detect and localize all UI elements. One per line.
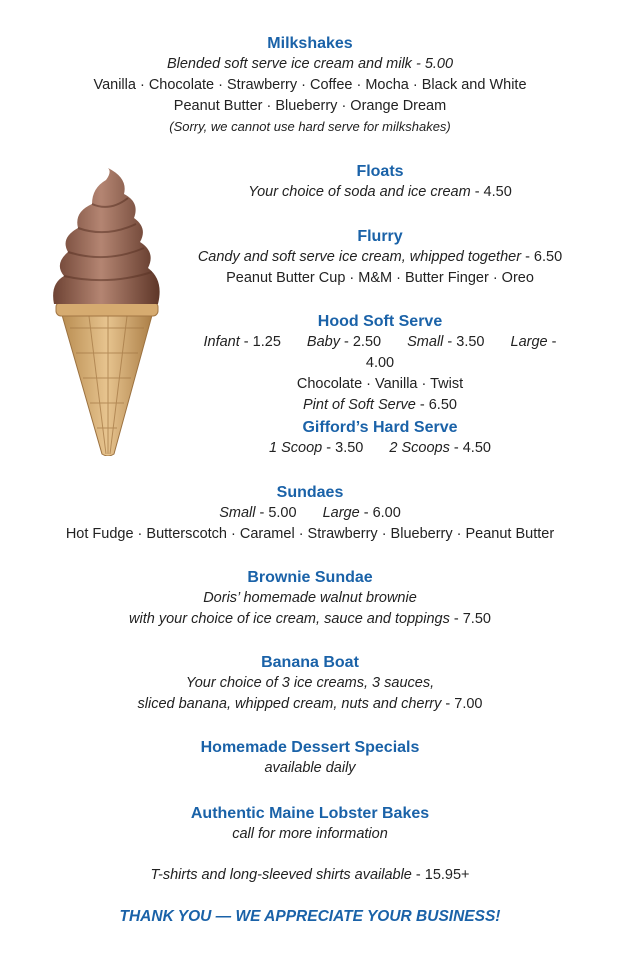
sundaes-price-small: - 5.00	[255, 505, 297, 521]
hood-price-infant: - 1.25	[239, 334, 281, 350]
lobster-desc: call for more information	[232, 826, 388, 842]
milkshakes-flavors-1: Vanilla · Chocolate · Strawberry · Coffee · Mocha · Black and White	[93, 77, 527, 93]
brownie-line-2: with your choice of ice cream, sauce and toppings	[129, 611, 450, 627]
lobster-title: Authentic Maine Lobster Bakes	[190, 805, 430, 822]
milkshakes-note: (Sorry, we cannot use hard serve for milkshakes)	[169, 119, 451, 134]
flurry-section	[190, 226, 570, 289]
hood-price-small: - 3.50	[443, 334, 485, 350]
thank-you-banner	[0, 908, 620, 926]
shirts-section	[0, 865, 620, 886]
milkshakes-flavors-2: Peanut Butter · Blueberry · Orange Dream	[173, 98, 447, 114]
hood-price-large: - 4.00	[365, 334, 557, 371]
giffords-size-2: 2 Scoops	[389, 440, 450, 456]
soft-serve-cone-icon	[48, 168, 166, 456]
dessert-specials-section	[0, 737, 620, 779]
hood-price-baby: - 2.50	[339, 334, 382, 350]
sundaes-size-large: Large	[322, 505, 360, 521]
thank-you-text: THANK YOU — WE APPRECIATE YOUR BUSINESS!	[119, 908, 501, 925]
banana-price: - 7.00	[441, 696, 483, 712]
specials-title: Homemade Dessert Specials	[200, 739, 420, 756]
giffords-price-1: - 3.50	[322, 440, 364, 456]
flurry-desc: Candy and soft serve ice cream, whipped together	[197, 249, 522, 265]
giffords-title: Gifford’s Hard Serve	[302, 419, 458, 436]
banana-line-2: sliced banana, whipped cream, nuts and cherry	[137, 696, 442, 712]
brownie-sundae-section	[0, 567, 620, 630]
milkshakes-title: Milkshakes	[267, 35, 353, 52]
flurry-options: Peanut Butter Cup · M&M · Butter Finger · Oreo	[226, 270, 534, 286]
milkshakes-desc: Blended soft serve ice cream and milk - 5.00	[166, 56, 454, 72]
lobster-bakes-section	[0, 803, 620, 845]
shirts-price: - 15.95+	[411, 867, 470, 883]
giffords-section	[190, 417, 570, 459]
hood-pint: Pint of Soft Serve	[303, 397, 416, 413]
sundaes-toppings: Hot Fudge · Butterscotch · Caramel · Strawberry · Blueberry · Peanut Butter	[65, 526, 555, 542]
floats-title: Floats	[356, 163, 404, 180]
banana-title: Banana Boat	[261, 654, 359, 671]
sundaes-section	[0, 482, 620, 545]
hood-flavors: Chocolate · Vanilla · Twist	[296, 376, 464, 392]
giffords-price-2: - 4.50	[449, 440, 491, 456]
banana-line-1: Your choice of 3 ice creams, 3 sauces,	[185, 675, 435, 691]
banana-boat-section	[0, 652, 620, 715]
brownie-title: Brownie Sundae	[247, 569, 373, 586]
hood-pint-price: - 6.50	[415, 397, 457, 413]
specials-desc: available daily	[264, 760, 356, 776]
giffords-sizes	[190, 438, 570, 459]
hood-sizes	[190, 332, 570, 374]
shirts-desc: T-shirts and long-sleeved shirts available	[150, 867, 412, 883]
sundaes-price-large: - 6.00	[359, 505, 401, 521]
floats-desc: Your choice of soda and ice cream	[248, 184, 471, 200]
sundaes-title: Sundaes	[276, 484, 344, 501]
milkshakes-section	[0, 33, 620, 136]
floats-section	[190, 161, 570, 203]
hood-size-baby: Baby	[306, 334, 340, 350]
giffords-size-1: 1 Scoop	[269, 440, 323, 456]
floats-price: - 4.50	[470, 184, 512, 200]
brownie-price: - 7.50	[449, 611, 491, 627]
flurry-price: - 6.50	[521, 249, 563, 265]
hood-soft-serve-section	[190, 311, 570, 416]
hood-size-small: Small	[407, 334, 444, 350]
hood-size-infant: Infant	[203, 334, 240, 350]
sundaes-sizes	[0, 503, 620, 524]
hood-size-large: Large	[510, 334, 548, 350]
brownie-line-1: Doris’ homemade walnut brownie	[203, 590, 417, 606]
sundaes-size-small: Small	[219, 505, 256, 521]
hood-title: Hood Soft Serve	[317, 313, 443, 330]
flurry-title: Flurry	[357, 228, 403, 245]
